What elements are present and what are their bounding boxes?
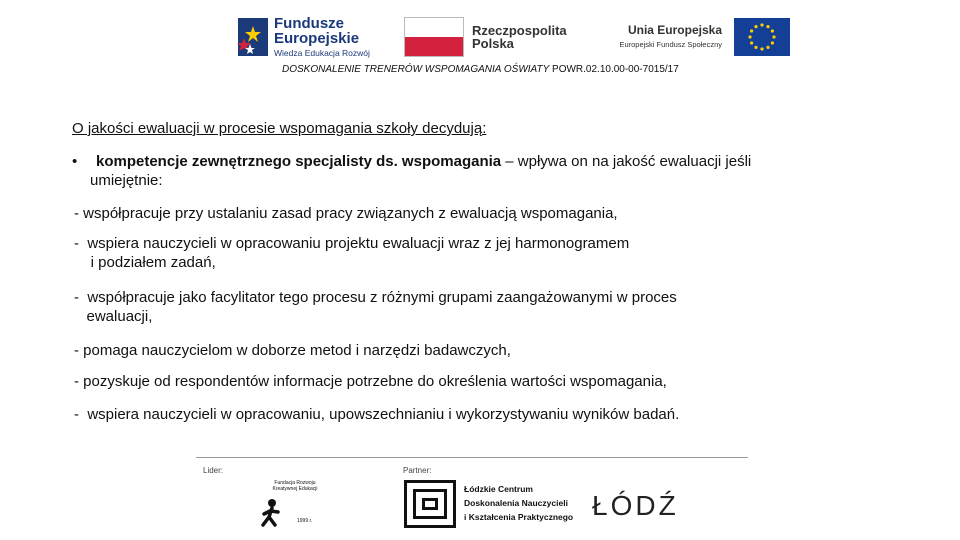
bullet-icon: • — [72, 153, 78, 170]
eu-star — [760, 23, 763, 26]
fundusze-europejskie-logo — [236, 14, 376, 60]
unia-europejska-logo — [600, 18, 790, 58]
running-figure-icon — [259, 498, 289, 528]
list-item — [74, 234, 629, 272]
list-item-line: - wspiera nauczycieli w opracowaniu, upowszechnianiu i wykorzystywaniu wyników badań. — [74, 406, 680, 423]
fe-stars-icon — [236, 14, 270, 60]
competence-bullet — [72, 152, 902, 190]
list-item-line: - współpracuje jako facylitator tego procesu z różnymi grupami zaangażowanymi w proces — [74, 289, 677, 306]
ue-logo-title: Unia Europejska — [627, 23, 722, 37]
eu-star — [760, 47, 763, 50]
bullet-rest-text: – wpływa on na jakość ewaluacji jeśli — [501, 153, 752, 170]
ue-logo-subtitle: Europejski Fundusz Społeczny — [619, 40, 722, 49]
partner-label: Partner: — [403, 466, 432, 475]
list-item-line: - współpracuje przy ustalaniu zasad pracy związanych z ewaluacją wspomagania, — [74, 205, 618, 222]
eu-star — [771, 29, 774, 32]
lider-logo — [257, 478, 327, 530]
slide-heading: O jakości ewaluacji w procesie wspomagania szkoły decydują: — [72, 120, 487, 137]
lcdnikp-logo — [404, 480, 574, 530]
lcdnikp-square-icon — [404, 480, 456, 528]
list-item — [74, 288, 677, 326]
list-item — [74, 341, 511, 360]
bullet-bold-text: kompetencje zewnętrznego specjalisty ds. wspomagania — [96, 153, 502, 170]
polish-flag-icon — [404, 17, 464, 57]
svg-text:ŁÓDŹ: ŁÓDŹ — [592, 490, 675, 521]
lodz-city-logo — [590, 485, 675, 525]
lider-label: Lider: — [203, 466, 224, 475]
list-item — [74, 372, 667, 391]
rp-logo-text: Rzeczpospolita Polska — [472, 23, 567, 51]
list-item-line: - pozyskuje od respondentów informacje potrzebne do określenia wartości wspomagania, — [74, 373, 667, 390]
rzeczpospolita-polska-logo — [404, 17, 574, 59]
list-item-line: ewaluacji, — [74, 308, 153, 325]
eu-star — [748, 35, 751, 38]
project-title — [282, 64, 679, 75]
fe-logo-title: Fundusze Europejskie — [274, 15, 360, 47]
list-item — [74, 405, 679, 424]
eu-star — [754, 25, 757, 28]
lider-logo-year: 1999 r. — [297, 518, 313, 524]
lodz-city-wordmark — [590, 485, 675, 525]
eu-star — [772, 35, 775, 38]
project-name: DOSKONALENIE TRENERÓW WSPOMAGANIA OŚWIATY — [282, 64, 550, 75]
eu-star — [771, 41, 774, 44]
eu-star — [766, 25, 769, 28]
lider-logo-text: Fundacja Rozwoju Kreatywnej Edukacji — [272, 480, 318, 492]
list-item-line: - wspiera nauczycieli w opracowaniu projektu ewaluacji wraz z jej harmonogramem — [74, 235, 630, 252]
fe-logo-subtitle: Wiedza Edukacja Rozwój — [274, 48, 370, 58]
eu-star — [750, 41, 753, 44]
eu-star — [754, 46, 757, 49]
eu-star — [766, 46, 769, 49]
list-item-line: i podziałem zadań, — [74, 254, 216, 271]
eu-star — [750, 29, 753, 32]
list-item-line: - pomaga nauczycielom w doborze metod i narzędzi badawczych, — [74, 342, 511, 359]
footer-divider — [196, 457, 748, 458]
eu-flag-icon — [734, 18, 790, 56]
list-item — [74, 204, 618, 223]
lcdnikp-name: Łódzkie Centrum Doskonalenia Nauczycieli i Kształcenia Praktycznego — [464, 484, 574, 522]
bullet-continuation: umiejętnie: — [90, 172, 163, 189]
project-code: POWR.02.10.00-00-7015/17 — [549, 64, 679, 75]
